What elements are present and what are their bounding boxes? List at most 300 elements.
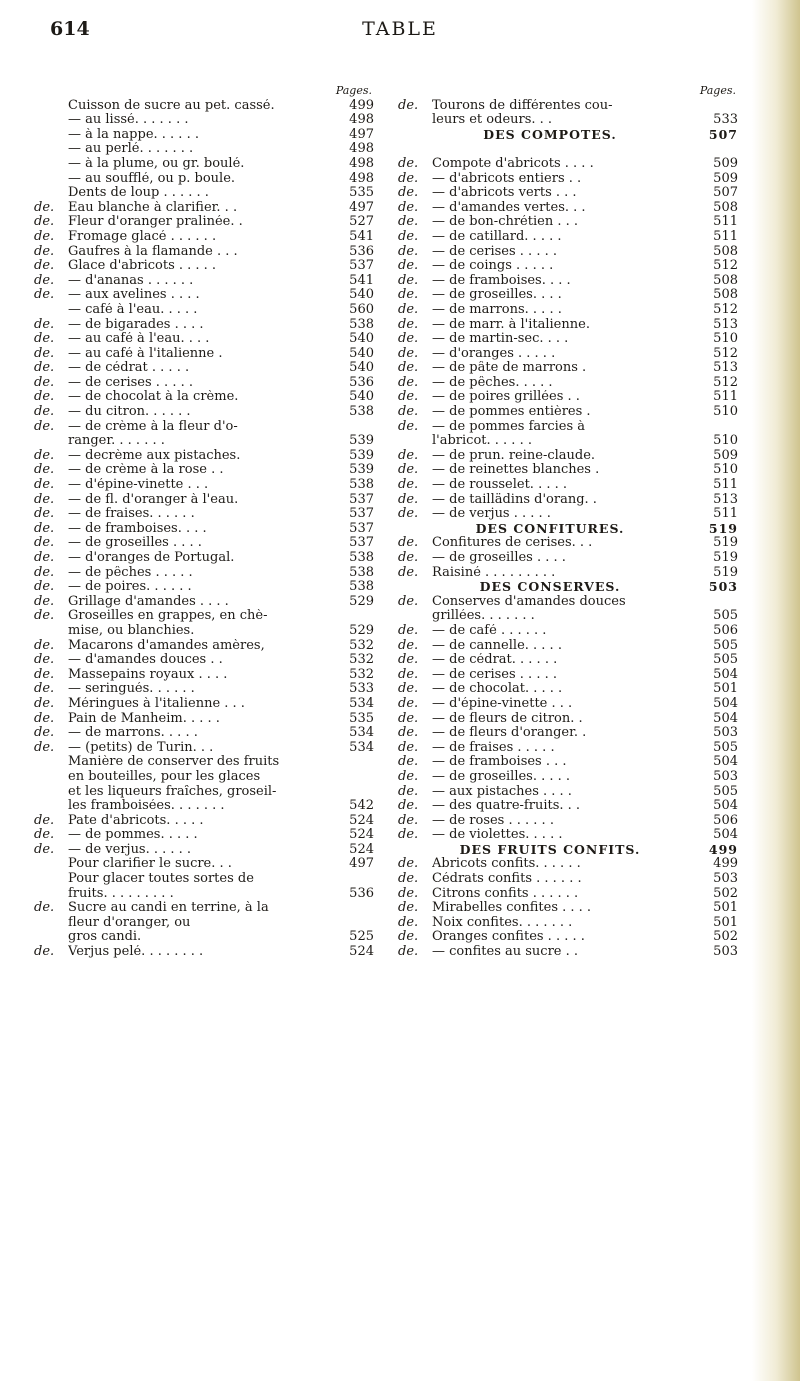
entry-text: — de rousselet. . . . . bbox=[432, 478, 567, 493]
entry-text: les framboisées. . . . . . . bbox=[68, 799, 225, 814]
ditto-prefix: de. bbox=[398, 783, 419, 799]
page-ref: 560 bbox=[349, 301, 374, 317]
page-ref: 504 bbox=[713, 695, 738, 711]
ditto-prefix: de. bbox=[34, 535, 55, 551]
page-ref: 540 bbox=[349, 360, 374, 376]
index-entry bbox=[398, 274, 738, 289]
index-entry bbox=[34, 799, 374, 814]
ditto-prefix: de. bbox=[34, 564, 55, 580]
ditto-prefix: de. bbox=[34, 389, 55, 405]
entry-text: — de groseilles . . . . bbox=[432, 551, 566, 565]
index-entry bbox=[34, 507, 374, 522]
index-entry bbox=[398, 361, 738, 376]
index-entry bbox=[398, 741, 738, 756]
entry-text: fruits. . . . . . . . . bbox=[68, 886, 174, 901]
page-ref: 501 bbox=[713, 900, 738, 916]
entry-text: mise, ou blanchies. bbox=[68, 623, 195, 638]
page-ref: 540 bbox=[349, 389, 374, 405]
ditto-prefix: de. bbox=[34, 374, 55, 390]
index-entry bbox=[398, 186, 738, 201]
page-ref: 511 bbox=[713, 214, 738, 230]
page-ref: 504 bbox=[713, 710, 738, 726]
entry-text: — d'abricots verts . . . bbox=[432, 186, 577, 201]
entry-text: — de groseilles . . . . bbox=[68, 536, 202, 551]
index-entry bbox=[34, 653, 374, 668]
index-entry bbox=[398, 814, 738, 829]
page-ref: 507 bbox=[708, 126, 738, 142]
entry-text: Noix confites. . . . . . . bbox=[432, 915, 573, 930]
entry-text: — de framboises . . . bbox=[432, 755, 567, 770]
ditto-prefix: de. bbox=[398, 447, 419, 463]
index-entry bbox=[398, 142, 738, 157]
ditto-prefix: de. bbox=[34, 695, 55, 711]
page-ref: 504 bbox=[713, 798, 738, 814]
index-entry bbox=[398, 478, 738, 493]
ditto-prefix: de. bbox=[398, 199, 419, 215]
entry-text: — de framboises. . . . bbox=[68, 521, 207, 536]
page-ref: 538 bbox=[349, 564, 374, 580]
index-entry bbox=[34, 872, 374, 887]
page-ref: 541 bbox=[349, 272, 374, 288]
ditto-prefix: de. bbox=[398, 535, 419, 551]
ditto-prefix: de. bbox=[34, 404, 55, 420]
ditto-prefix: de. bbox=[34, 944, 55, 960]
index-entry bbox=[398, 639, 738, 654]
entry-text: Oranges confites . . . . . bbox=[432, 930, 585, 945]
page-ref: 538 bbox=[349, 316, 374, 332]
index-entry bbox=[398, 653, 738, 668]
page-ref: 513 bbox=[713, 491, 738, 507]
entry-text: — de café . . . . . . bbox=[432, 623, 547, 638]
entry-text: — des quatre-fruits. . . bbox=[432, 799, 581, 814]
index-entry bbox=[34, 157, 374, 172]
ditto-prefix: de. bbox=[398, 856, 419, 872]
page-ref: 497 bbox=[349, 126, 374, 142]
ditto-prefix: de. bbox=[398, 272, 419, 288]
index-entry bbox=[398, 566, 738, 581]
index-entry bbox=[34, 420, 374, 435]
page-ref: 497 bbox=[349, 199, 374, 215]
index-entry bbox=[398, 945, 738, 960]
index-entry bbox=[398, 551, 738, 566]
index-entry bbox=[34, 128, 374, 143]
ditto-prefix: de. bbox=[398, 462, 419, 478]
page-ref: 503 bbox=[713, 725, 738, 741]
entry-text: — d'oranges . . . . . bbox=[432, 346, 556, 361]
page-ref: 524 bbox=[349, 827, 374, 843]
page-ref: 506 bbox=[713, 812, 738, 828]
entry-text: — de violettes. . . . . bbox=[432, 828, 563, 843]
ditto-prefix: de. bbox=[398, 287, 419, 303]
entry-text: — d'épine-vinette . . . bbox=[68, 478, 209, 493]
entry-text: — (petits) de Turin. . . bbox=[68, 740, 214, 755]
entry-text: Confitures de cerises. . . bbox=[432, 536, 593, 551]
ditto-prefix: de. bbox=[34, 812, 55, 828]
page-ref: 509 bbox=[713, 155, 738, 171]
ditto-prefix: de. bbox=[34, 666, 55, 682]
entry-text: — aux pistaches . . . . bbox=[432, 784, 572, 799]
ditto-prefix: de. bbox=[398, 214, 419, 230]
ditto-prefix: de. bbox=[398, 944, 419, 960]
index-entry bbox=[398, 449, 738, 464]
index-entry bbox=[398, 172, 738, 187]
entry-text: — de cédrat. . . . . . bbox=[432, 653, 558, 668]
page-ref: 502 bbox=[713, 929, 738, 945]
ditto-prefix: de. bbox=[34, 272, 55, 288]
page-header bbox=[50, 18, 750, 48]
index-entry bbox=[34, 463, 374, 478]
entry-text: — de reinettes blanches . bbox=[432, 463, 600, 478]
index-entry bbox=[398, 930, 738, 945]
entry-text: fleur d'oranger, ou bbox=[68, 915, 191, 930]
ditto-prefix: de. bbox=[34, 652, 55, 668]
page-ref: 509 bbox=[713, 447, 738, 463]
page-ref: 509 bbox=[713, 170, 738, 186]
page-ref: 512 bbox=[713, 258, 738, 274]
index-entry bbox=[398, 390, 738, 405]
entry-text: Abricots confits. . . . . . bbox=[432, 857, 581, 872]
entry-text: — de pêches . . . . . bbox=[68, 565, 193, 580]
index-entry bbox=[398, 697, 738, 712]
index-entry bbox=[398, 609, 738, 624]
page-ref: 524 bbox=[349, 812, 374, 828]
entry-text: — de groseilles. . . . . bbox=[432, 769, 571, 784]
page-ref: 513 bbox=[713, 316, 738, 332]
index-entry bbox=[34, 332, 374, 347]
index-column-left bbox=[34, 84, 374, 960]
entry-text: gros candi. bbox=[68, 930, 142, 945]
ditto-prefix: de. bbox=[398, 754, 419, 770]
entry-text: Grillage d'amandes . . . . bbox=[68, 594, 229, 609]
page-ref: 510 bbox=[713, 331, 738, 347]
page-ref: 537 bbox=[349, 506, 374, 522]
page-ref: 536 bbox=[349, 243, 374, 259]
ditto-prefix: de. bbox=[398, 301, 419, 317]
page-ref: 533 bbox=[349, 681, 374, 697]
ditto-prefix: de. bbox=[398, 404, 419, 420]
entry-text: l'abricot. . . . . . bbox=[432, 434, 532, 449]
index-entry bbox=[398, 726, 738, 741]
entry-text: Cuisson de sucre au pet. cassé. bbox=[68, 98, 275, 113]
page-ref: 499 bbox=[708, 841, 738, 857]
index-column-right bbox=[398, 84, 738, 960]
page-ref: 534 bbox=[349, 695, 374, 711]
page-ref: 499 bbox=[713, 856, 738, 872]
ditto-prefix: de. bbox=[398, 871, 419, 887]
page-number: 614 bbox=[50, 18, 90, 40]
page-ref: 534 bbox=[349, 739, 374, 755]
entry-text: en bouteilles, pour les glaces bbox=[68, 769, 261, 784]
ditto-prefix: de. bbox=[398, 170, 419, 186]
entry-text: Dents de loup . . . . . . bbox=[68, 186, 209, 201]
ditto-prefix: de. bbox=[34, 593, 55, 609]
page-ref: 529 bbox=[349, 622, 374, 638]
entry-text: — de chocolat à la crème. bbox=[68, 390, 239, 405]
ditto-prefix: de. bbox=[34, 637, 55, 653]
page-ref: 498 bbox=[349, 155, 374, 171]
page-ref: 539 bbox=[349, 462, 374, 478]
index-entry bbox=[34, 347, 374, 362]
section-title: DES FRUITS CONFITS. bbox=[459, 842, 641, 857]
page-ref: 498 bbox=[349, 112, 374, 128]
ditto-prefix: de. bbox=[34, 199, 55, 215]
page-ref: 503 bbox=[713, 768, 738, 784]
ditto-prefix: de. bbox=[398, 331, 419, 347]
index-entry bbox=[34, 828, 374, 843]
entry-text: — de crème à la fleur d'o- bbox=[68, 419, 238, 434]
entry-text: Macarons d'amandes amères, bbox=[68, 638, 265, 653]
page-ref: 536 bbox=[349, 374, 374, 390]
entry-text: — d'amandes vertes. . . bbox=[432, 200, 586, 215]
section-title: DES COMPOTES. bbox=[483, 127, 617, 142]
index-entry bbox=[34, 318, 374, 333]
entry-text: — de pâte de marrons . bbox=[432, 361, 587, 376]
index-entry bbox=[34, 566, 374, 581]
index-entry bbox=[34, 99, 374, 114]
entry-text: — de catillard. . . . . bbox=[432, 229, 562, 244]
ditto-prefix: de. bbox=[398, 900, 419, 916]
page-ref: 532 bbox=[349, 637, 374, 653]
entry-text: — de framboises. . . . bbox=[432, 273, 571, 288]
ditto-prefix: de. bbox=[398, 885, 419, 901]
entry-text: Mirabelles confites . . . . bbox=[432, 901, 592, 916]
ditto-prefix: de. bbox=[34, 462, 55, 478]
index-entry bbox=[398, 318, 738, 333]
entry-text: — au lissé. . . . . . . bbox=[68, 113, 189, 128]
entry-text: — de martin-sec. . . . bbox=[432, 332, 569, 347]
ditto-prefix: de. bbox=[34, 608, 55, 624]
index-entry bbox=[34, 215, 374, 230]
entry-text: — de pêches. . . . . bbox=[432, 375, 553, 390]
page-ref: 505 bbox=[713, 608, 738, 624]
entry-text: — de cerises . . . . . bbox=[432, 667, 557, 682]
entry-text: Fromage glacé . . . . . . bbox=[68, 229, 217, 244]
page-ref: 498 bbox=[349, 141, 374, 157]
page-ref: 532 bbox=[349, 652, 374, 668]
page-ref: 540 bbox=[349, 331, 374, 347]
entry-text: Pour glacer toutes sortes de bbox=[68, 872, 254, 887]
index-entry bbox=[34, 755, 374, 770]
page-ref: 535 bbox=[349, 710, 374, 726]
entry-text: — de bigarades . . . . bbox=[68, 317, 204, 332]
index-entry bbox=[398, 405, 738, 420]
index-entry bbox=[398, 536, 738, 551]
ditto-prefix: de. bbox=[34, 228, 55, 244]
page-ref: 537 bbox=[349, 535, 374, 551]
entry-text: — de taillädins d'orang. . bbox=[432, 492, 597, 507]
ditto-prefix: de. bbox=[398, 360, 419, 376]
entry-text: — decrème aux pistaches. bbox=[68, 448, 241, 463]
ditto-prefix: de. bbox=[398, 929, 419, 945]
entry-text: — de bon-chrétien . . . bbox=[432, 215, 578, 230]
entry-text: ranger. . . . . . . bbox=[68, 434, 165, 449]
entry-text: — d'épine-vinette . . . bbox=[432, 696, 573, 711]
ditto-prefix: de. bbox=[34, 725, 55, 741]
ditto-prefix: de. bbox=[398, 827, 419, 843]
ditto-prefix: de. bbox=[34, 900, 55, 916]
entry-text: — d'abricots entiers . . bbox=[432, 171, 582, 186]
entry-text: — au soufflé, ou p. boule. bbox=[68, 171, 236, 186]
entry-text: Méringues à l'italienne . . . bbox=[68, 696, 245, 711]
page-ref: 538 bbox=[349, 477, 374, 493]
index-entry bbox=[34, 449, 374, 464]
page-ref: 519 bbox=[713, 535, 738, 551]
index-entry bbox=[34, 668, 374, 683]
page-ref: 537 bbox=[349, 258, 374, 274]
entry-text: Cédrats confits . . . . . . bbox=[432, 872, 582, 887]
index-entry bbox=[34, 172, 374, 187]
page-ref: 512 bbox=[713, 374, 738, 390]
entry-text: — de fraises. . . . . . bbox=[68, 507, 195, 522]
pages-column-header: Pages. bbox=[699, 84, 736, 97]
ditto-prefix: de. bbox=[398, 914, 419, 930]
page-ref: 511 bbox=[713, 477, 738, 493]
page-ref: 524 bbox=[349, 841, 374, 857]
entry-text: — de pommes entières . bbox=[432, 405, 591, 420]
ditto-prefix: de. bbox=[398, 564, 419, 580]
index-entry bbox=[34, 945, 374, 960]
ditto-prefix: de. bbox=[398, 798, 419, 814]
ditto-prefix: de. bbox=[398, 725, 419, 741]
entry-text: — aux avelines . . . . bbox=[68, 288, 200, 303]
ditto-prefix: de. bbox=[398, 550, 419, 565]
ditto-prefix: de. bbox=[398, 506, 419, 522]
entry-text: — de roses . . . . . . bbox=[432, 813, 554, 828]
entry-text: Fleur d'oranger pralinée. . bbox=[68, 215, 243, 230]
index-entry bbox=[398, 624, 738, 639]
entry-text: — à la plume, ou gr. boulé. bbox=[68, 156, 245, 171]
index-entry bbox=[34, 230, 374, 245]
index-entry bbox=[34, 478, 374, 493]
ditto-prefix: de. bbox=[398, 710, 419, 726]
entry-text: — d'oranges de Portugal. bbox=[68, 551, 235, 565]
index-entry bbox=[34, 901, 374, 916]
entry-text: — de cédrat . . . . . bbox=[68, 361, 190, 376]
page-ref: 534 bbox=[349, 725, 374, 741]
entry-text: — de cerises . . . . . bbox=[432, 244, 557, 259]
ditto-prefix: de. bbox=[34, 258, 55, 274]
ditto-prefix: de. bbox=[34, 287, 55, 303]
index-entry bbox=[398, 887, 738, 902]
index-entry bbox=[398, 434, 738, 449]
index-entry bbox=[398, 288, 738, 303]
index-entry bbox=[34, 930, 374, 945]
ditto-prefix: de. bbox=[34, 360, 55, 376]
ditto-prefix: de. bbox=[398, 812, 419, 828]
ditto-prefix: de. bbox=[398, 652, 419, 668]
entry-text: — de cannelle. . . . . bbox=[432, 638, 562, 653]
page-ref: 499 bbox=[349, 97, 374, 113]
index-entry bbox=[34, 682, 374, 697]
entry-text: — de marr. à l'italienne. bbox=[432, 317, 590, 332]
ditto-prefix: de. bbox=[34, 739, 55, 755]
entry-text: — à la nappe. . . . . . bbox=[68, 127, 199, 142]
ditto-prefix: de. bbox=[34, 491, 55, 507]
index-entry bbox=[34, 887, 374, 902]
ditto-prefix: de. bbox=[34, 520, 55, 536]
ditto-prefix: de. bbox=[398, 345, 419, 361]
page-ref: 542 bbox=[349, 798, 374, 814]
entry-text: — du citron. . . . . . bbox=[68, 405, 191, 420]
index-entry bbox=[398, 201, 738, 216]
ditto-prefix: de. bbox=[398, 739, 419, 755]
entry-text: Massepains royaux . . . . bbox=[68, 667, 228, 682]
ditto-prefix: de. bbox=[398, 695, 419, 711]
index-entry bbox=[398, 755, 738, 770]
entry-text: Compote d'abricots . . . . bbox=[432, 156, 594, 171]
index-entry bbox=[398, 463, 738, 478]
entry-text: — de poires grillées . . bbox=[432, 390, 580, 405]
index-entry bbox=[34, 201, 374, 216]
index-entry bbox=[398, 857, 738, 872]
ditto-prefix: de. bbox=[398, 622, 419, 638]
page-ref: 508 bbox=[713, 287, 738, 303]
entry-text: — de cerises . . . . . bbox=[68, 375, 193, 390]
entry-text: — café à l'eau. . . . . bbox=[68, 302, 198, 317]
entry-text: — de fraises . . . . . bbox=[432, 740, 555, 755]
page-ref: 503 bbox=[713, 871, 738, 887]
page-ref: 524 bbox=[349, 944, 374, 960]
page-ref: 505 bbox=[713, 739, 738, 755]
page-ref: 510 bbox=[713, 462, 738, 478]
entry-text: Citrons confits . . . . . . bbox=[432, 886, 579, 901]
index-entry bbox=[34, 361, 374, 376]
page-ref: 512 bbox=[713, 345, 738, 361]
entry-text: et les liqueurs fraîches, groseil- bbox=[68, 784, 277, 799]
entry-text: Pour clarifier le sucre. . . bbox=[68, 857, 232, 872]
ditto-prefix: de. bbox=[398, 681, 419, 697]
page-ref: 532 bbox=[349, 666, 374, 682]
ditto-prefix: de. bbox=[398, 374, 419, 390]
index-entry bbox=[34, 639, 374, 654]
ditto-prefix: de. bbox=[398, 228, 419, 244]
index-entry bbox=[398, 347, 738, 362]
ditto-prefix: de. bbox=[34, 827, 55, 843]
ditto-prefix: de. bbox=[398, 768, 419, 784]
index-entry bbox=[34, 785, 374, 800]
entry-text: — au perlé. . . . . . . bbox=[68, 142, 194, 157]
entry-text: — de crème à la rose . . bbox=[68, 463, 224, 478]
index-entry bbox=[398, 872, 738, 887]
page-ref: 505 bbox=[713, 783, 738, 799]
index-entry bbox=[34, 303, 374, 318]
ditto-prefix: de. bbox=[398, 243, 419, 259]
ditto-prefix: de. bbox=[398, 316, 419, 332]
index-entry bbox=[34, 595, 374, 610]
page-ref: 525 bbox=[349, 929, 374, 945]
entry-text: grillées. . . . . . . bbox=[432, 609, 535, 624]
ditto-prefix: de. bbox=[34, 579, 55, 595]
index-entry bbox=[34, 712, 374, 727]
index-entry bbox=[34, 843, 374, 858]
page-ref: 508 bbox=[713, 272, 738, 288]
entry-text: — de poires. . . . . . bbox=[68, 580, 192, 595]
entry-text: — de verjus. . . . . . bbox=[68, 842, 192, 857]
page-ref: 539 bbox=[349, 447, 374, 463]
entry-text: — de marrons. . . . . bbox=[68, 726, 198, 741]
page-ref: 511 bbox=[713, 506, 738, 522]
index-entry bbox=[398, 157, 738, 172]
entry-text: — de pommes farcies à bbox=[432, 419, 586, 434]
entry-text: Sucre au candi en terrine, à la bbox=[68, 901, 269, 916]
index-entry bbox=[398, 332, 738, 347]
index-entry bbox=[398, 785, 738, 800]
ditto-prefix: de. bbox=[398, 477, 419, 493]
page-ref: 541 bbox=[349, 228, 374, 244]
ditto-prefix: de. bbox=[34, 506, 55, 522]
entry-text: — de coings . . . . . bbox=[432, 259, 554, 274]
ditto-prefix: de. bbox=[34, 477, 55, 493]
